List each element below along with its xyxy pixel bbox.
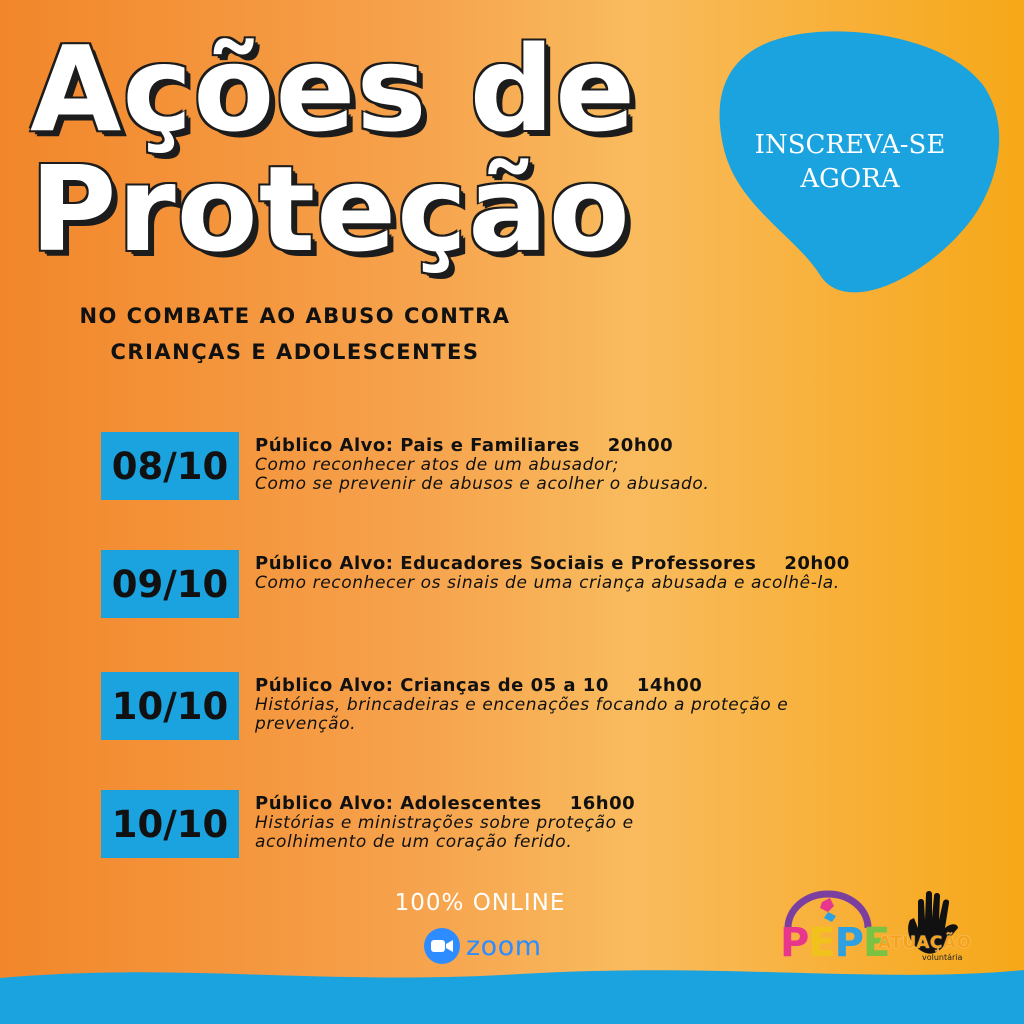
subtitle-line-1: NO COMBATE AO ABUSO CONTRA — [79, 304, 511, 328]
pepe-letter: P — [780, 920, 809, 966]
event-audience: Público Alvo: Educadores Sociais e Professores — [255, 553, 757, 574]
event-item — [101, 790, 981, 866]
event-audience: Público Alvo: Adolescentes — [255, 793, 542, 814]
bottom-wave — [0, 960, 1024, 1024]
event-time: 20h00 — [784, 553, 850, 574]
event-audience: Público Alvo: Crianças de 05 a 10 — [255, 675, 609, 696]
event-description: Como reconhecer atos de um abusador; Como se prevenir de abusos e acolher o abusado. — [255, 455, 710, 494]
event-description: Como reconhecer os sinais de uma criança abusada e acolhê-la. — [255, 573, 840, 593]
event-description: Histórias e ministrações sobre proteção e acolhimento de um coração ferido. — [255, 813, 634, 852]
title-line-1: Ações de — [30, 20, 637, 158]
event-date: 10/10 — [101, 790, 239, 858]
subtitle-line-2: CRIANÇAS E ADOLESCENTES — [110, 340, 480, 364]
subtitle — [40, 298, 550, 370]
event-title — [255, 794, 635, 814]
pepe-letter: E — [808, 920, 835, 966]
event-item — [101, 672, 981, 748]
event-item — [101, 432, 981, 508]
event-item — [101, 550, 981, 626]
event-description: Histórias, brincadeiras e encenações focando a proteção e prevenção. — [255, 695, 789, 734]
event-time: 16h00 — [569, 793, 636, 814]
event-date: 09/10 — [101, 550, 239, 618]
signup-label[interactable]: INSCREVA-SE AGORA — [754, 130, 946, 194]
pepe-letter: P — [834, 920, 863, 966]
pepe-letter: E — [862, 920, 890, 966]
event-time: 14h00 — [636, 675, 703, 696]
online-label: 100% ONLINE — [394, 890, 566, 916]
event-time: 20h00 — [607, 435, 674, 456]
event-title — [255, 436, 673, 456]
video-camera-icon — [424, 928, 460, 964]
event-title — [255, 554, 850, 574]
atuacao-logo: ATUAÇÃO — [878, 933, 972, 953]
event-date: 08/10 — [101, 432, 239, 500]
event-title — [255, 676, 702, 696]
pepe-logo — [780, 920, 890, 966]
zoom-label: zoom — [466, 930, 542, 962]
title-line-2: Proteção — [30, 140, 631, 278]
atuacao-logo-sub: voluntária — [922, 953, 963, 962]
event-date: 10/10 — [101, 672, 239, 740]
event-audience: Público Alvo: Pais e Familiares — [255, 435, 580, 456]
zoom-logo — [424, 928, 542, 964]
